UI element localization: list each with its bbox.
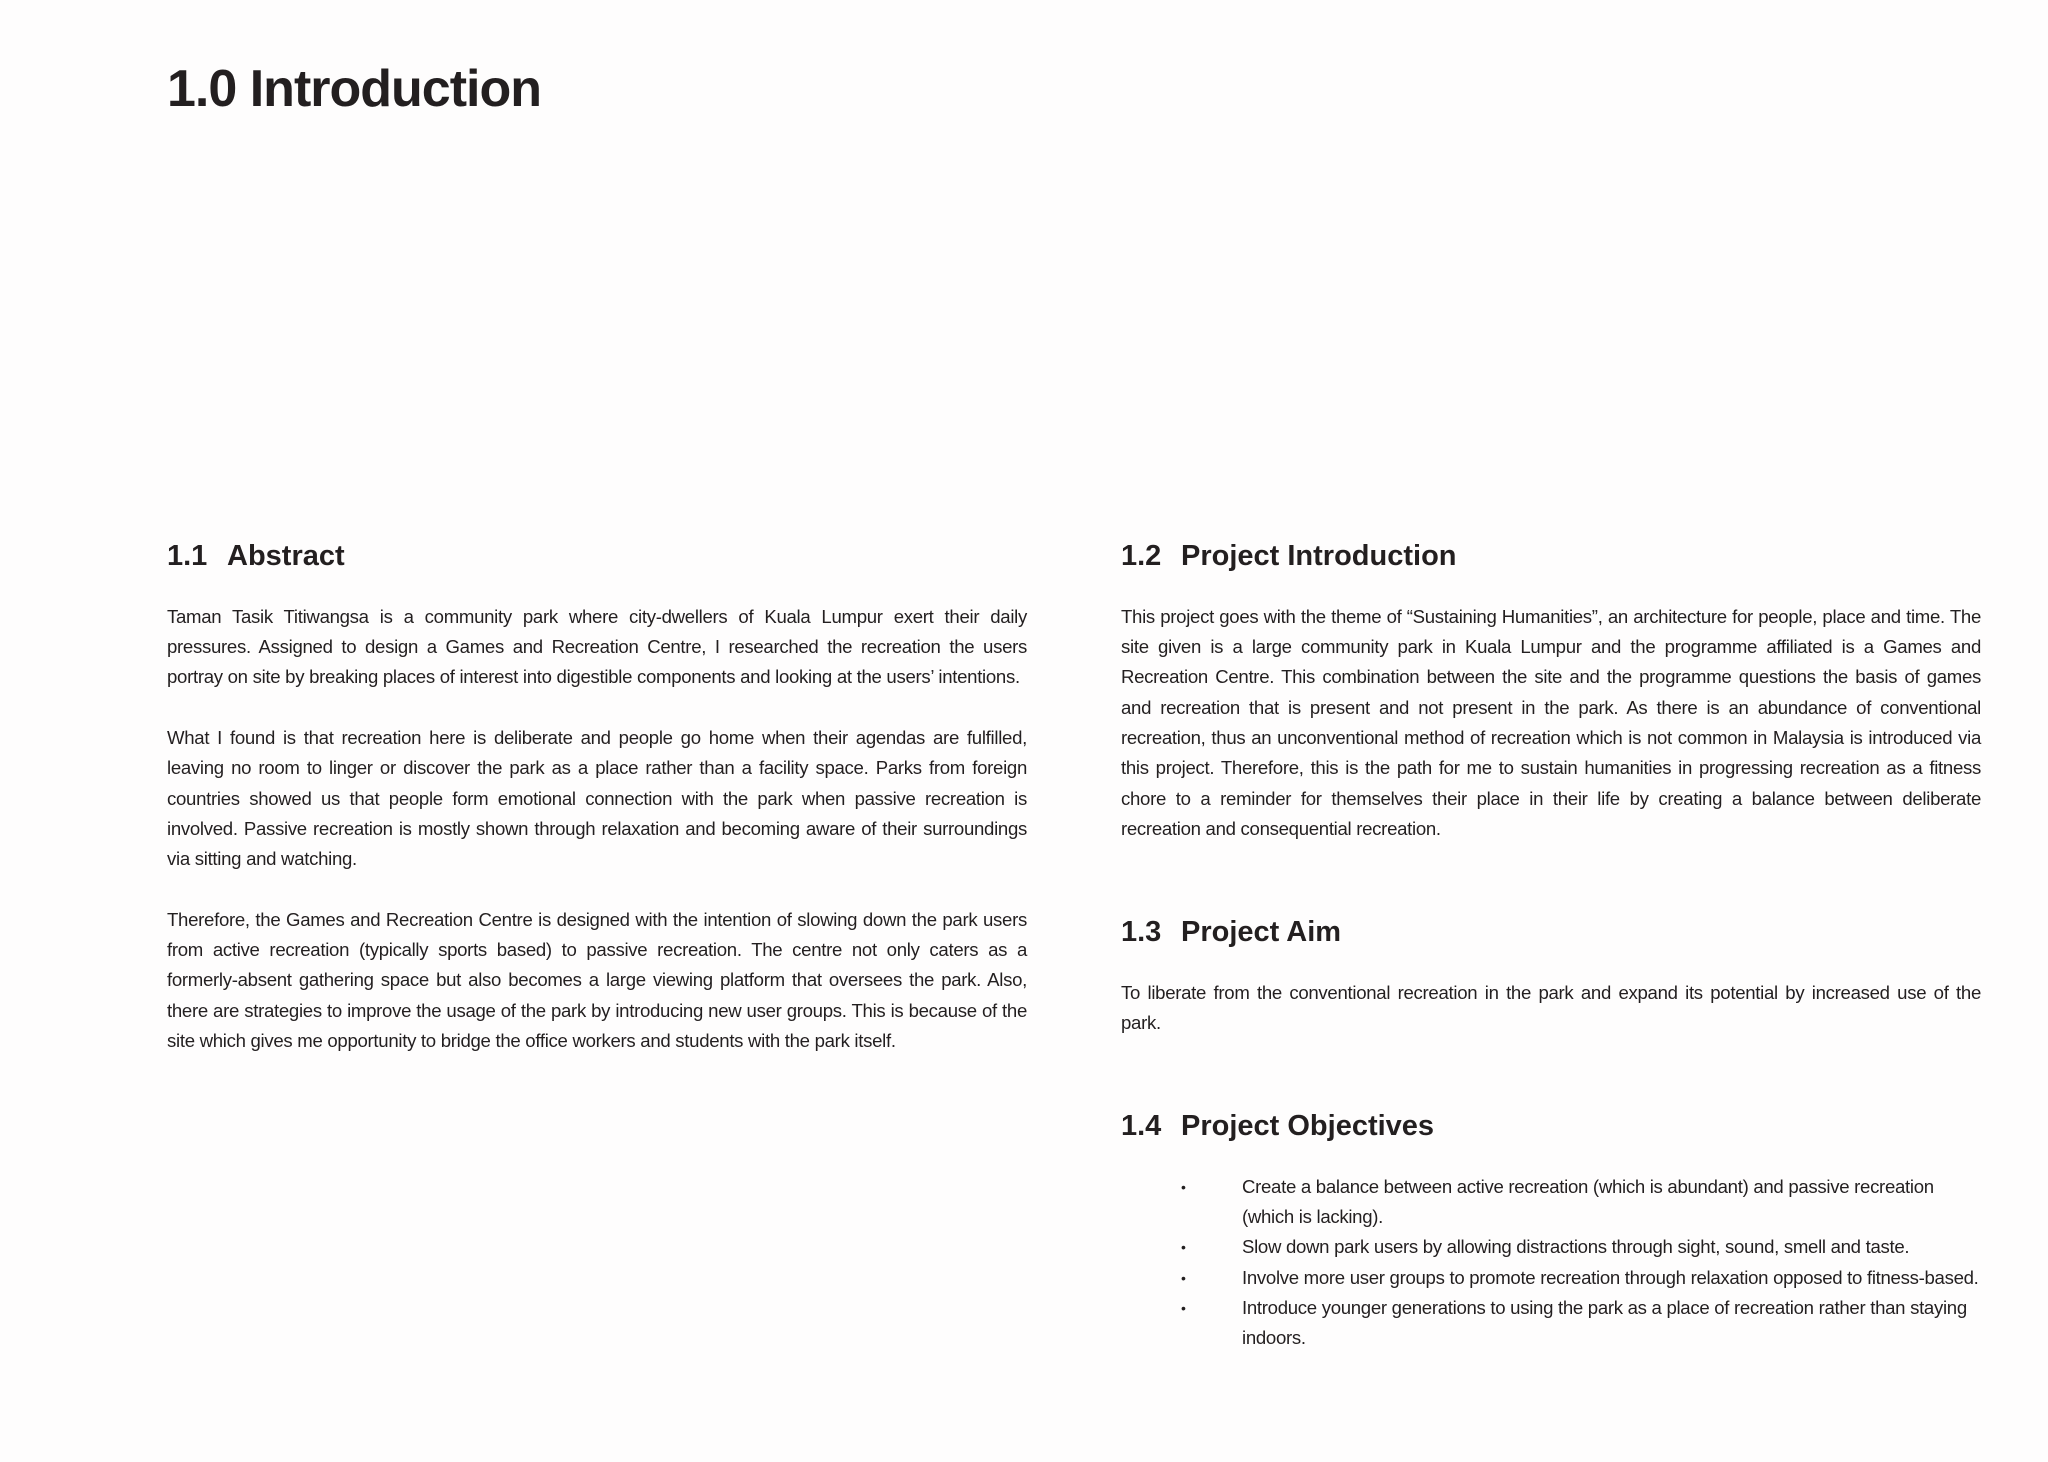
project-aim-title: Project Aim xyxy=(1181,916,1342,948)
objective-text: Create a balance between active recreation (which is abundant) and passive recreation (which is lacking). xyxy=(1242,1175,1934,1228)
abstract-number: 1.1 xyxy=(167,540,208,572)
list-item xyxy=(1121,1232,1981,1262)
project-introduction-paragraph: This project goes with the theme of “Sustaining Humanities”, an architecture for people, place and time. The site given is a large community park in Kuala Lumpur and the programme affiliated is a Games and Recreation Centre. This combination between the site and the programme questions the basis of games and recreation that is present and not present in the park. As there is an abundance of conventional recreation, thus an unconventional method of recreation which is not common in Malaysia is introduced via this project. Therefore, this is the path for me to sustain humanities in progressing recreation as a fitness chore to a reminder for themselves their place in their life by creating a balance between deliberate recreation and consequential recreation. xyxy=(1121,605,1981,839)
project-introduction-heading xyxy=(1121,539,1981,574)
objectives-list xyxy=(1121,1172,1981,1354)
project-aim-heading xyxy=(1121,915,1981,950)
list-item xyxy=(1121,1293,1981,1354)
objective-text: Involve more user groups to promote recreation through relaxation opposed to fitness-based. xyxy=(1242,1266,1979,1288)
project-aim-number: 1.3 xyxy=(1121,916,1162,948)
section-abstract xyxy=(167,539,1027,1056)
page-title: 1.0 Introduction xyxy=(167,60,541,118)
abstract-body xyxy=(167,602,1027,1056)
list-item xyxy=(1121,1172,1981,1233)
section-project-aim xyxy=(1121,915,1981,1038)
project-introduction-body xyxy=(1121,602,1981,844)
project-objectives-heading xyxy=(1121,1109,1981,1144)
bullet-icon: • xyxy=(1181,1239,1186,1256)
project-aim-body xyxy=(1121,978,1981,1039)
project-introduction-number: 1.2 xyxy=(1121,540,1162,572)
abstract-paragraph-3: Therefore, the Games and Recreation Centre is designed with the intention of slowing down the park users from active recreation (typically sports based) to passive recreation. The centre not only caters as a formerly-absent gathering space but also becomes a large viewing platform that oversees the park. Also, there are strategies to improve the usage of the park by introducing new user groups. This is because of the site which gives me opportunity to bridge the office workers and students with the park itself. xyxy=(167,908,1027,1051)
bullet-icon: • xyxy=(1181,1269,1186,1286)
bullet-icon: • xyxy=(1181,1178,1186,1195)
bullet-icon: • xyxy=(1181,1299,1186,1316)
objective-text: Introduce younger generations to using the park as a place of recreation rather than staying indoors. xyxy=(1242,1296,1967,1349)
project-objectives-number: 1.4 xyxy=(1121,1110,1162,1142)
abstract-title: Abstract xyxy=(227,540,345,572)
abstract-paragraph-2: What I found is that recreation here is deliberate and people go home when their agendas are fulfilled, leaving no room to linger or discover the park as a place rather than a facility space. Parks from foreign countries showed us that people form emotional connection with the park when passive recreation is involved. Passive recreation is mostly shown through relaxation and becoming aware of their surroundings via sitting and watching. xyxy=(167,726,1027,870)
abstract-heading xyxy=(167,539,1027,574)
section-project-objectives xyxy=(1121,1109,1981,1354)
project-introduction-title: Project Introduction xyxy=(1181,540,1457,572)
project-objectives-title: Project Objectives xyxy=(1181,1110,1435,1142)
objective-text: Slow down park users by allowing distractions through sight, sound, smell and taste. xyxy=(1242,1236,1910,1258)
section-project-introduction xyxy=(1121,539,1981,844)
abstract-paragraph-1: Taman Tasik Titiwangsa is a community park where city-dwellers of Kuala Lumpur exert their daily pressures. Assigned to design a Games and Recreation Centre, I researched the recreation the users portray on site by breaking places of interest into digestible components and looking at the users’ intentions. xyxy=(167,605,1027,688)
list-item xyxy=(1121,1263,1981,1293)
project-aim-paragraph: To liberate from the conventional recreation in the park and expand its potential by increased use of the park. xyxy=(1121,981,1981,1034)
